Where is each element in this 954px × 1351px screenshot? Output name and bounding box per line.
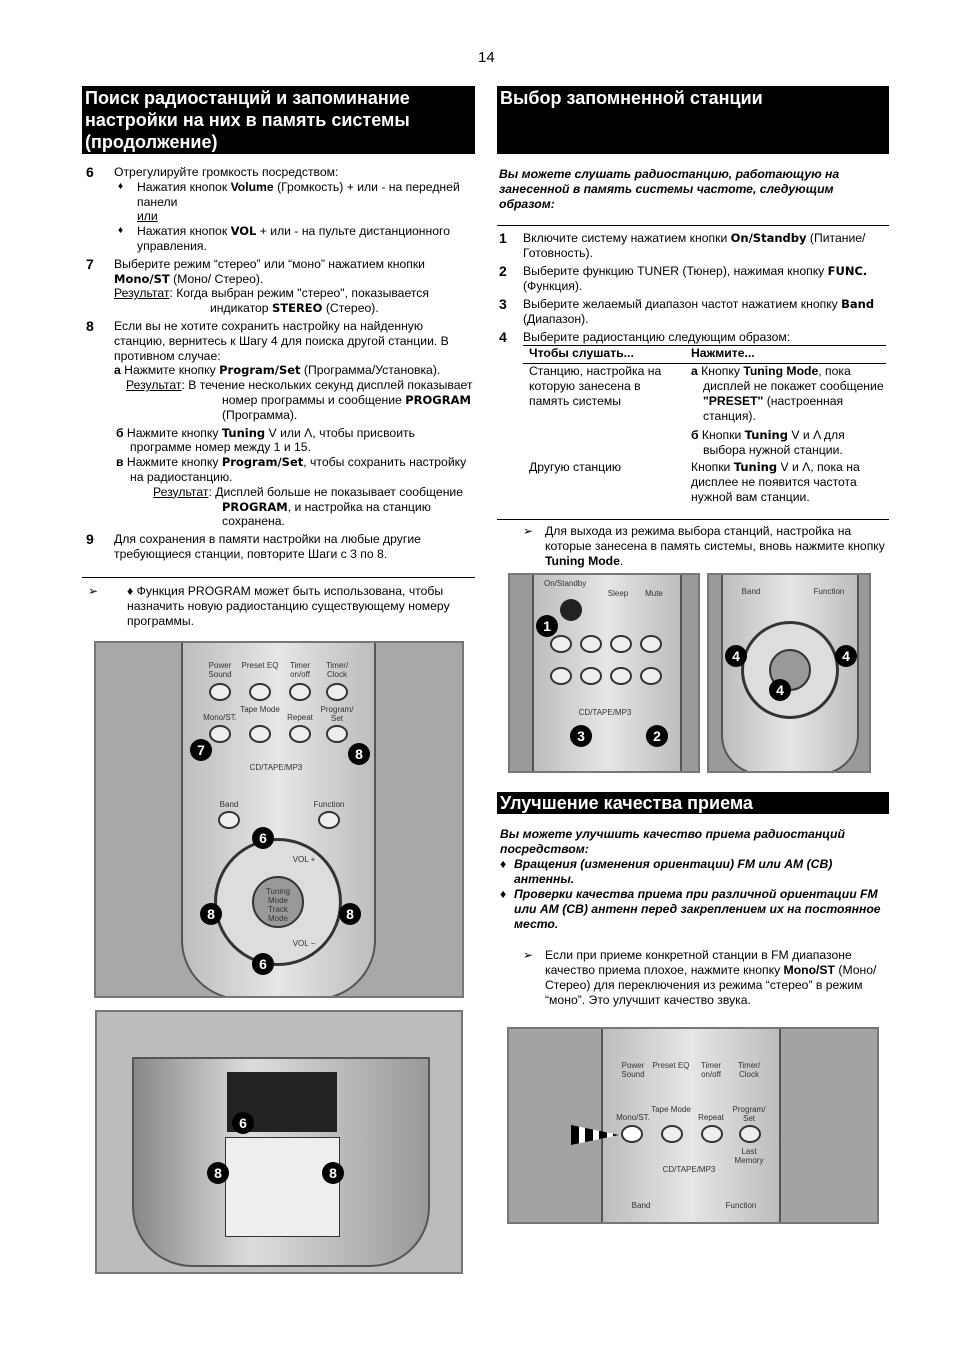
- result: [114, 485, 476, 529]
- text-span: PROGRAM: [405, 392, 471, 407]
- remote-button: [580, 667, 602, 685]
- remote-button: [249, 725, 271, 743]
- intro-text-2: [500, 827, 885, 932]
- callout-6: 6: [232, 1112, 254, 1134]
- text-span: : Когда выбран режим "стерео", показывается индикатор: [169, 286, 429, 316]
- button-label: Mono/ST.: [203, 713, 237, 722]
- callout-3: 3: [570, 725, 592, 747]
- text-span: б: [691, 428, 699, 442]
- remote-button: [318, 811, 340, 829]
- text-span: [523, 346, 886, 364]
- text-span: Tuning: [221, 425, 266, 440]
- text-span: Mono/ST: [114, 271, 170, 286]
- text-span: [225, 1137, 340, 1237]
- button-label: Timer/ Clock: [737, 1061, 761, 1079]
- text-span: Нажмите кнопку: [123, 455, 222, 470]
- table-row: [523, 460, 886, 507]
- text-span: ♦: [500, 887, 507, 901]
- button-label: Tape Mode: [240, 705, 280, 714]
- remote-button: [289, 725, 311, 743]
- remote-button: [326, 683, 348, 701]
- step-number: 9: [86, 531, 94, 548]
- text-span: (Программа).: [222, 407, 298, 422]
- button-label: Function: [725, 1201, 757, 1210]
- button-label: Function: [813, 587, 845, 596]
- button-label: On/Standby: [544, 579, 587, 588]
- callout-4: 4: [725, 645, 747, 667]
- text-span: [691, 364, 886, 424]
- remote-button: [610, 667, 632, 685]
- text-span: [500, 857, 885, 887]
- step-1: [499, 231, 889, 261]
- remote-illustration-1: [94, 641, 464, 998]
- remote-button: [289, 683, 311, 701]
- text-span: Program/Set: [221, 455, 304, 470]
- remote-button: [550, 667, 572, 685]
- callout-8: 8: [348, 743, 370, 765]
- section-title-right: Выбор запомненной станции: [497, 86, 889, 154]
- button-label: Repeat: [698, 1113, 724, 1122]
- text-span: 3: [499, 296, 507, 312]
- callout-7: 7: [190, 739, 212, 761]
- button-label: Power Sound: [208, 661, 232, 679]
- remote-button: [640, 667, 662, 685]
- button-label: Repeat: [287, 713, 313, 722]
- column-header: Нажмите...: [691, 346, 755, 360]
- text-span: + или - на пульте дистанционного управления.: [137, 224, 450, 253]
- text-span: (Питание/ Готовность).: [523, 231, 866, 260]
- callout-8: 8: [322, 1162, 344, 1184]
- right-steps: [499, 231, 889, 507]
- text-span: (Программа/Установка).: [300, 363, 441, 378]
- text-span: [691, 460, 886, 507]
- remote-button: [610, 635, 632, 653]
- text-span: [500, 887, 885, 932]
- text-span: Выберите функцию TUNER (Тюнер), нажимая кнопку: [523, 264, 828, 278]
- text-span: Band: [841, 297, 875, 311]
- table-row: [523, 364, 886, 461]
- text-span: ♦ Функция PROGRAM может быть использована, чтобы назначить новую радиостанцию существующему номеру программы.: [127, 584, 450, 628]
- text-span: 1: [499, 230, 507, 246]
- text-span: "PRESET": [703, 394, 764, 408]
- text-span: Нажмите кнопку: [123, 425, 222, 440]
- remote-button: [701, 1125, 723, 1143]
- button-label: Timer on/off: [289, 661, 311, 679]
- button-label: Mono/ST.: [616, 1113, 650, 1122]
- text-span: (Стерео).: [322, 301, 379, 316]
- text-span: (Функция).: [523, 279, 583, 293]
- text-span: Tuning: [733, 460, 778, 474]
- text-span: Кнопки: [691, 460, 734, 474]
- button-label: Preset EQ: [652, 1061, 690, 1070]
- substep-b: [114, 426, 476, 456]
- text-span: а: [114, 363, 121, 378]
- button-label: Last Memory: [734, 1147, 764, 1165]
- text-span: Выберите желаемый диапазон частот нажатием кнопку: [523, 297, 842, 311]
- button-label: Power Sound: [621, 1061, 645, 1079]
- button-label: Preset EQ: [241, 661, 279, 670]
- text-span: V и Λ, пока на дисплее не появится частота нужной вам станции.: [691, 460, 860, 504]
- button-label: Program/ Set: [320, 705, 354, 723]
- text-span: б: [116, 425, 124, 440]
- substep-c: [114, 455, 476, 485]
- note: [82, 584, 475, 629]
- text-span: Mono/ST: [783, 963, 835, 977]
- button-label: Tape Mode: [651, 1105, 691, 1114]
- button-label: Mute: [645, 589, 663, 598]
- remote-button: [218, 811, 240, 829]
- text-span: Volume: [230, 179, 274, 194]
- text-span: Нажатия кнопок: [137, 179, 231, 194]
- remote-button: [580, 635, 602, 653]
- text-span: Для выхода из режима выбора станций, настройка на которые занесена в память системы, вновь нажмите кнопку: [545, 524, 885, 553]
- text-span: (Моно/Стерео) для переключения из режима “стерео” в режим “моно”. Это улучшит качество звука.: [545, 963, 877, 1007]
- text-span: Tuning: [744, 428, 788, 442]
- arrow-icon: ➢: [88, 584, 99, 598]
- text-span: Выберите радиостанцию следующим образом:: [523, 330, 791, 344]
- text-span: V или Λ, чтобы присвоить программе номер между 1 и 15.: [130, 425, 415, 455]
- text-span: Результат: [126, 378, 182, 393]
- remote-button: [209, 725, 231, 743]
- section-title-reception: Улучшение качества приема: [497, 792, 889, 814]
- divider: [497, 519, 889, 520]
- text-span: Program/Set: [219, 363, 301, 378]
- text-span: 2: [499, 263, 507, 279]
- section-title-left: Поиск радиостанций и запоминание настройки на них в память системы (продолжение): [82, 86, 475, 154]
- callout-6: 6: [252, 827, 274, 849]
- text-span: PROGRAM: [222, 499, 288, 514]
- button-label: VOL −: [292, 939, 316, 948]
- callout-2: 2: [646, 725, 668, 747]
- button-label: Sleep: [607, 589, 629, 598]
- note: [497, 524, 889, 569]
- text-span: : Дисплей больше не показывает сообщение: [208, 484, 464, 499]
- text-span: (Моно/ Стерео).: [169, 271, 264, 286]
- text-span: [691, 364, 886, 461]
- button-label: Function: [313, 800, 345, 809]
- text-span: VOL: [230, 224, 257, 239]
- remote-button: [209, 683, 231, 701]
- button-label: CD/TAPE/MP3: [249, 763, 303, 772]
- callout-4: 4: [769, 679, 791, 701]
- text-span: Кнопки: [698, 428, 745, 442]
- remote-illustration-2: [508, 573, 700, 773]
- text-span: V и Λ для выбора нужной станции.: [703, 428, 845, 457]
- step-2: [499, 264, 889, 294]
- button-label: CD/TAPE/MP3: [578, 708, 632, 717]
- text-span: Результат: [114, 286, 170, 301]
- text-span: Нажмите кнопку: [120, 363, 220, 378]
- text-span: [523, 346, 886, 508]
- callout-8: 8: [200, 903, 222, 925]
- text-span: [560, 599, 582, 621]
- note: [497, 948, 889, 1008]
- step-number: 6: [86, 164, 94, 180]
- text-span: , пока дисплей не покажет сообщение: [703, 364, 884, 393]
- callout-8: 8: [207, 1162, 229, 1184]
- text-span: Вы можете улучшить качество приема радиостанций посредством:: [500, 827, 845, 856]
- text-span: Нажатия кнопок: [137, 224, 231, 239]
- text-span: ♦: [500, 857, 507, 871]
- page-number: 14: [478, 49, 495, 66]
- station-table: [523, 345, 886, 507]
- text-span: Если при приеме конкретной станции в FM диапазоне качество приема плохое, нажмите кнопку: [545, 948, 852, 977]
- bullet: [114, 180, 476, 224]
- text-span: Проверки качества приема при различной ориентации FM или AM (CB) антенн перед закреплением их на постоянное место.: [514, 887, 881, 931]
- callout-6: 6: [252, 953, 274, 975]
- button-label: Timer/ Clock: [325, 661, 349, 679]
- button-label: Timer on/off: [700, 1061, 722, 1079]
- button-label: CD/TAPE/MP3: [662, 1165, 716, 1174]
- column-header: Чтобы слушать...: [529, 346, 634, 360]
- divider: [497, 225, 889, 226]
- remote-button: [550, 635, 572, 653]
- text-span: FUNC.: [827, 264, 868, 278]
- arrow-icon: ➢: [523, 948, 534, 962]
- remote-button: [661, 1125, 683, 1143]
- remote-button: [326, 725, 348, 743]
- text-span: а: [691, 364, 698, 378]
- text-span: Tuning Mode: [545, 554, 620, 568]
- substep-a: [114, 363, 476, 378]
- or-label: или: [137, 209, 158, 224]
- button-label: Band: [219, 800, 239, 809]
- step-text: Для сохранения в памяти настройки на любые другие требующиеся станции, повторите Шаги с 3 по 8.: [114, 532, 421, 561]
- step-number: 8: [86, 317, 94, 334]
- text-span: [691, 428, 886, 458]
- text-span: Выберите режим “стерео” или “моно” нажатием кнопки: [114, 256, 425, 271]
- remote-button: [249, 683, 271, 701]
- button-label: VOL +: [292, 855, 316, 864]
- step-number: 7: [86, 255, 94, 272]
- step-6: [86, 165, 476, 254]
- step-4: [499, 330, 889, 507]
- main-unit-illustration: [95, 1010, 463, 1274]
- remote-button: [621, 1125, 643, 1143]
- step-3: [499, 297, 889, 327]
- callout-8: 8: [339, 903, 361, 925]
- text-span: Кнопку: [697, 364, 744, 378]
- step-8: [86, 319, 476, 529]
- step-7: [86, 257, 476, 316]
- result: [114, 286, 476, 316]
- result: [114, 378, 476, 422]
- text-span: STEREO: [271, 301, 323, 316]
- text-span: (Громкость) + или - на передней панели: [137, 179, 460, 209]
- text-span: Другую станцию: [529, 460, 622, 474]
- arrow-icon: ➢: [523, 524, 534, 538]
- remote-button: [739, 1125, 761, 1143]
- callout-1: 1: [536, 615, 558, 637]
- button-label: Tuning Mode Track Mode: [265, 887, 291, 923]
- text-span: Tuning Mode: [743, 364, 819, 378]
- text-span: : В течение нескольких секунд дисплей показывает номер программы и сообщение: [181, 378, 473, 407]
- text-span: , чтобы сохранить настройку на радиостанцию.: [130, 455, 467, 484]
- text-span: Результат: [153, 484, 209, 499]
- remote-illustration-4: [507, 1027, 879, 1224]
- left-steps: [86, 165, 476, 565]
- button-label: Band: [741, 587, 761, 596]
- bullet: [114, 224, 476, 254]
- step-text: Если вы не хотите сохранить настройку на найденную станцию, вернитесь к Шагу 4 для поиска другой станции. В противном случае:: [114, 318, 449, 363]
- divider: [82, 577, 475, 578]
- text-span: Вращения (изменения ориентации) FM или AM (CB) антенны.: [514, 857, 833, 886]
- text-span: On/Standby: [730, 231, 807, 245]
- text-span: 4: [499, 329, 507, 345]
- step-9: [86, 532, 476, 562]
- remote-button: [640, 635, 662, 653]
- text-span: Станцию, настройка на которую занесена в память системы: [529, 364, 662, 408]
- text-span: Включите систему нажатием кнопки: [523, 231, 731, 245]
- button-label: Program/ Set: [732, 1105, 766, 1123]
- step-text: Отрегулируйте громкость посредством:: [114, 165, 339, 179]
- remote-illustration-3: [707, 573, 871, 773]
- text-span: (Диапазон).: [523, 312, 589, 326]
- text-span: [114, 257, 476, 287]
- button-label: Band: [631, 1201, 651, 1210]
- text-span: , и настройка на станцию сохранена.: [222, 499, 431, 529]
- text-span: в: [116, 455, 124, 470]
- callout-4: 4: [835, 645, 857, 667]
- intro-text: Вы можете слушать радиостанцию, работающую на занесенной в память системы частоте, следующим образом:: [499, 167, 840, 211]
- text-span: .: [619, 554, 624, 568]
- text-span: (настроенная станция).: [703, 394, 844, 423]
